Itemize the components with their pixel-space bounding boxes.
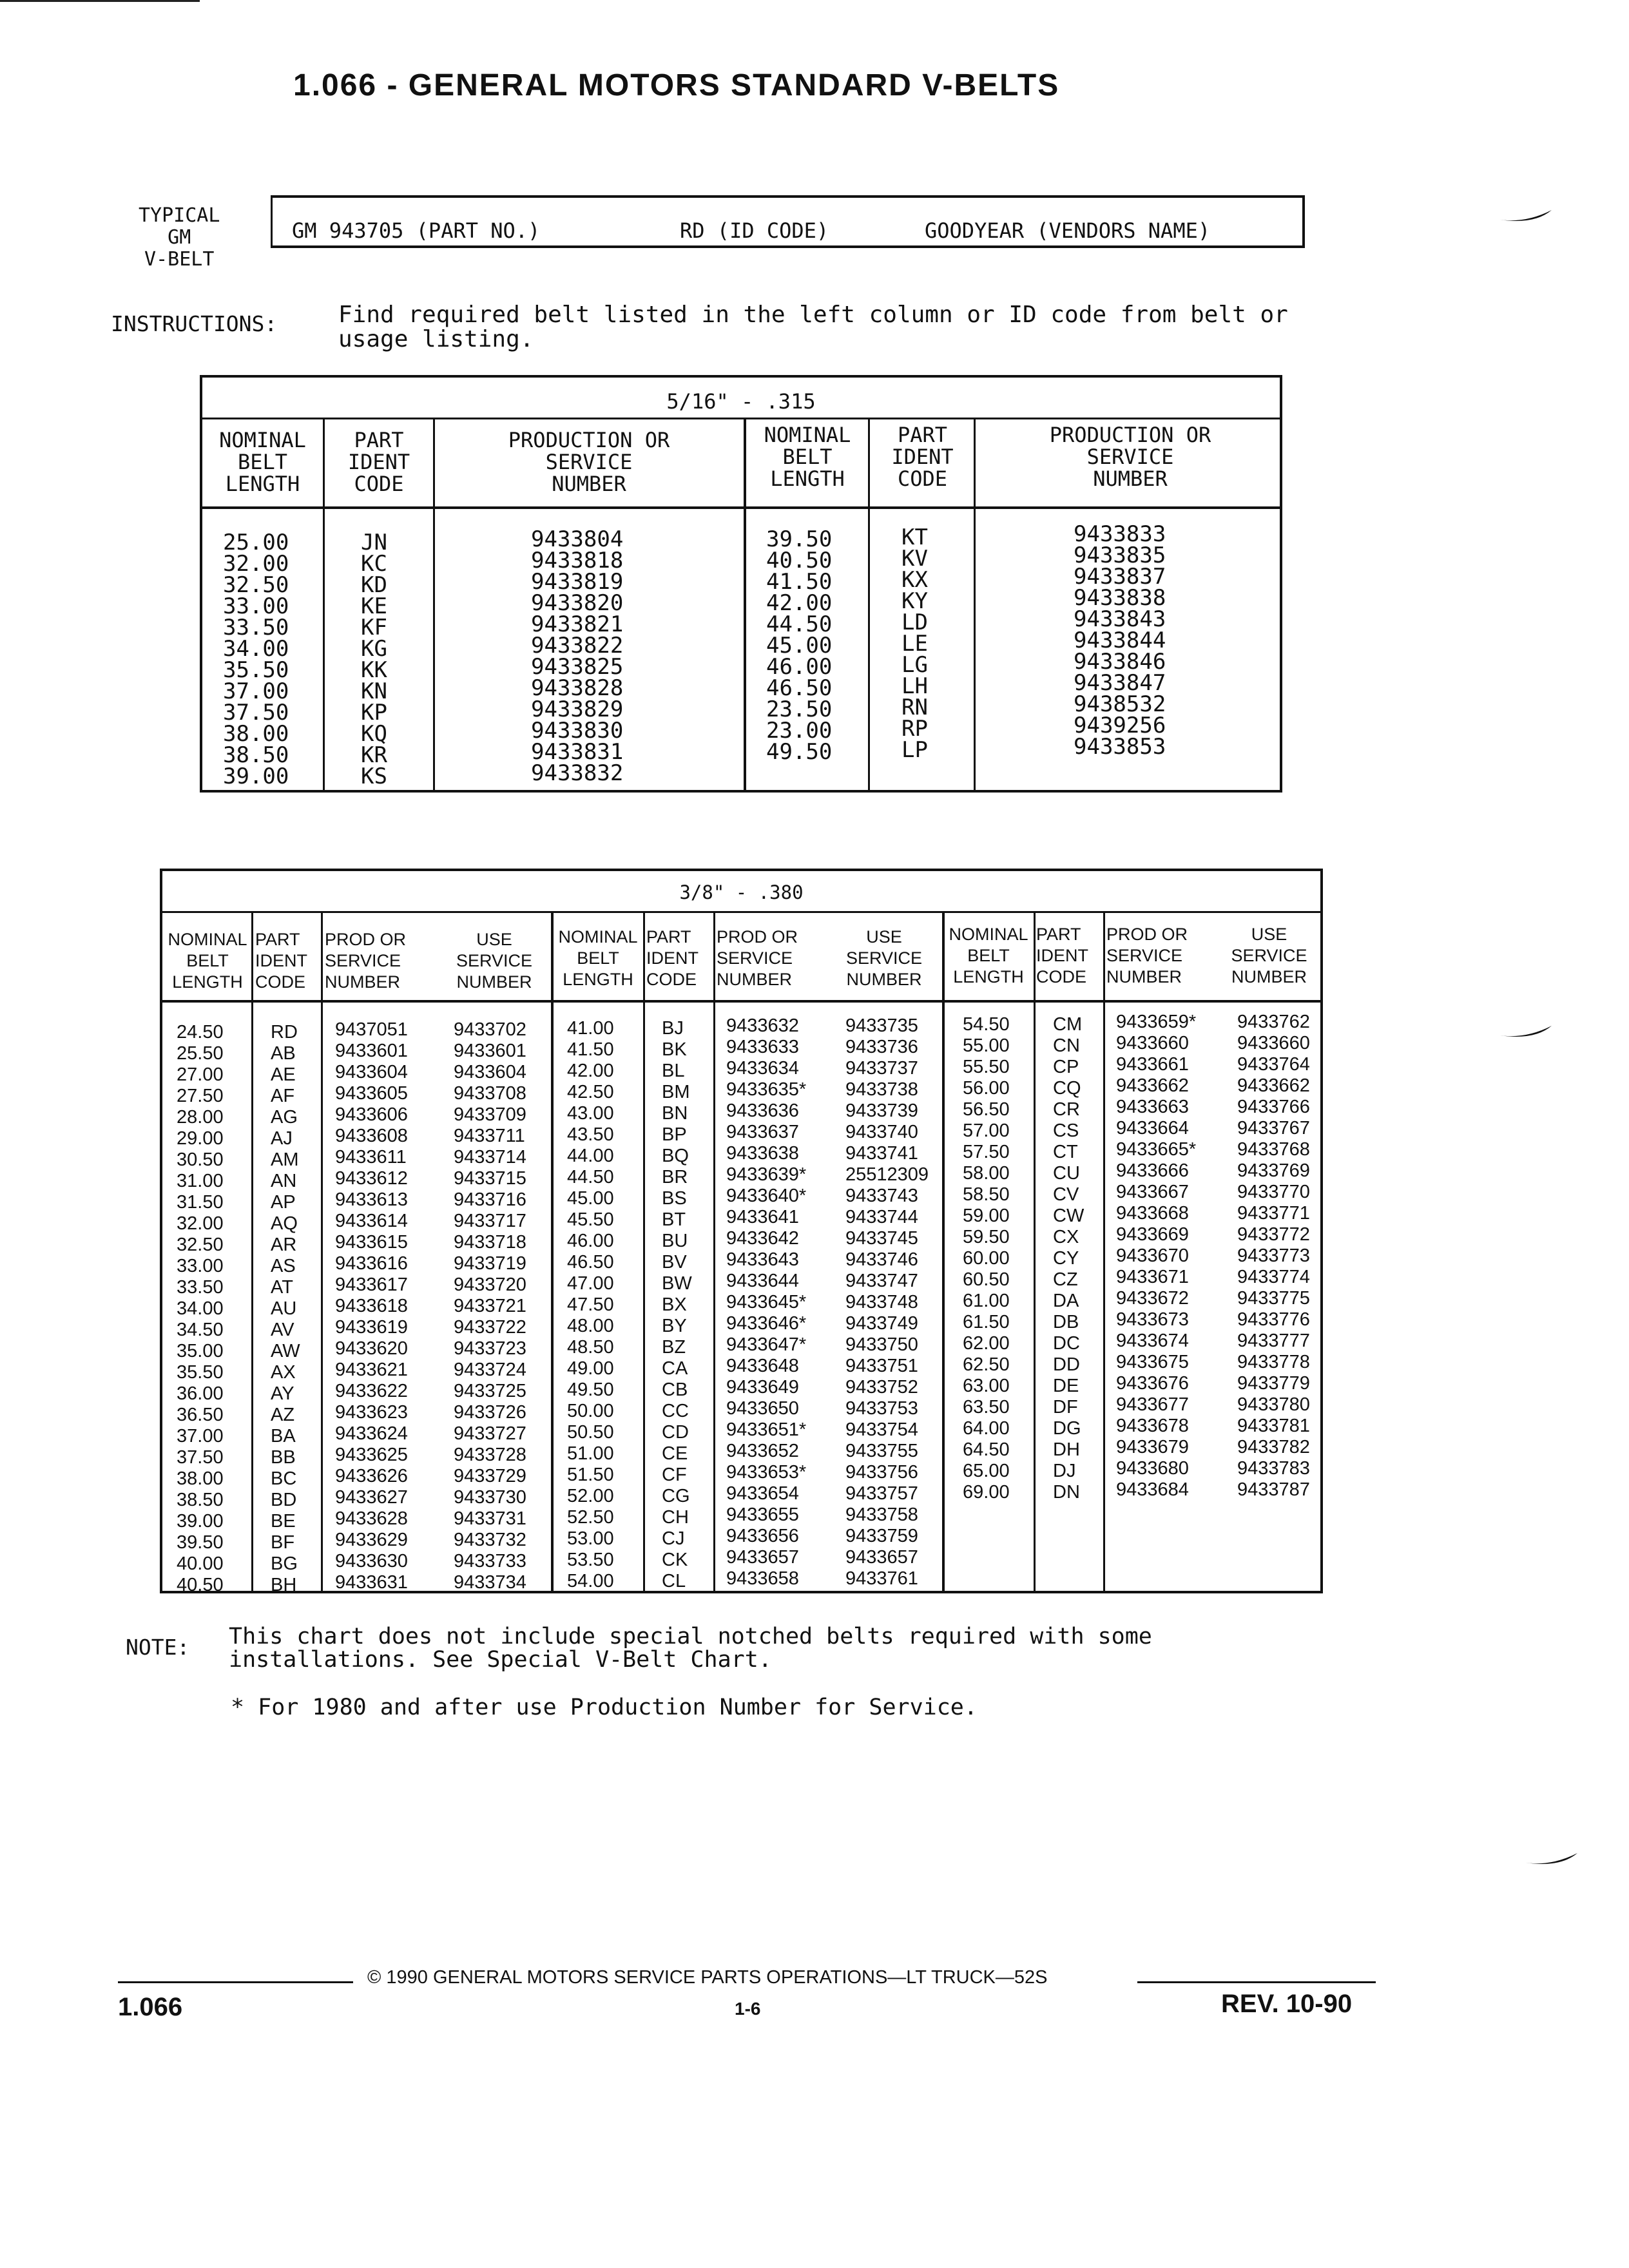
table-caption: 5/16" - .315: [666, 389, 816, 414]
column-rule: [323, 418, 325, 790]
table-rule: [162, 911, 1320, 913]
column-rule: [551, 911, 554, 1591]
asterisk-note: * For 1980 and after use Production Number for Service.: [231, 1695, 978, 1720]
header-prod-number: PROD OR SERVICE NUMBER: [717, 927, 798, 989]
number-column: 9433833 9433835 9433837 9433838 9433843 9433844 9433846 9433847 9438532 9439256 9433853: [1074, 521, 1166, 760]
column-rule: [942, 911, 945, 1591]
header-use-number: USE SERVICE NUMBER: [845, 927, 923, 989]
code-column: JN KC KD KE KF KG KK KN KP KQ KR KS: [361, 530, 387, 789]
use-number-column: 9433762 9433660 9433764 9433662 9433766 9433767 9433768 9433769 9433770 9433771 9433772 9433773 9433774 9433775 9433776 9433777 9433778 9433779 9433780 9433781 9433782 9433783 9433787: [1237, 1012, 1310, 1500]
column-rule: [643, 911, 645, 1591]
use-number-column: 9433735 9433736 9433737 9433738 9433739 9433740 9433741 25512309 9433743 9433744 9433745 9433746 9433747 9433748 9433749 9433750 9433751 9433752 9433753 9433754 9433755 9433756 9433757 9433758 9433759 9433657 9433761: [845, 1015, 929, 1589]
table-rule: [202, 418, 1280, 419]
column-rule: [1103, 911, 1105, 1591]
code-column: BJ BK BL BM BN BP BQ BR BS BT BU BV BW BX BY BZ CA CB CC CD CE CF CG CH CJ CK CL: [662, 1018, 692, 1591]
length-column: 41.00 41.50 42.00 42.50 43.00 43.50 44.00 44.50 45.00 45.50 46.00 46.50 47.00 47.50 48.00 48.50 49.00 49.50 50.00 50.50 51.00 51.50 52.00 52.50 53.00 53.50 54.00: [567, 1018, 614, 1591]
footer-copyright: © 1990 GENERAL MOTORS SERVICE PARTS OPERATIONS—LT TRUCK—52S: [367, 1967, 1048, 1988]
column-rule: [321, 911, 323, 1591]
table-caption: 3/8" - .380: [679, 881, 804, 903]
header-rule: [202, 506, 1280, 509]
typical-vendor-name: GOODYEAR (VENDORS NAME): [925, 218, 1211, 243]
column-rule: [868, 418, 870, 790]
use-number-column: 9433702 9433601 9433604 9433708 9433709 9433711 9433714 9433715 9433716 9433717 9433718 9433719 9433720 9433721 9433722 9433723 9433724 9433725 9433726 9433727 9433728 9433729 9433730 9433731 9433732 9433733 9433734: [454, 1019, 526, 1593]
header-part-code: PART IDENT CODE: [1036, 925, 1088, 986]
header-rule: [162, 1000, 1320, 1003]
binder-hole-mark: [1495, 207, 1553, 227]
binder-hole-mark: [1521, 1850, 1579, 1870]
header-part-code: PART IDENT CODE: [891, 423, 954, 491]
header-prod-number: PROD OR SERVICE NUMBER: [1106, 925, 1188, 986]
footer-section-number: 1.066: [118, 1993, 183, 2021]
prod-number-column: 9433632 9433633 9433634 9433635* 9433636 9433637 9433638 9433639* 9433640* 9433641 9433642 9433643 9433644 9433645* 9433646* 9433647* 9433648 9433649 9433650 9433651* 9433652 9433653* 9433654 9433655 9433656 9433657 9433658: [726, 1015, 807, 1589]
note-text: This chart does not include special notched belts required with some installations. See Special V-Belt Chart.: [229, 1624, 1152, 1673]
binder-hole-mark: [1495, 1023, 1553, 1043]
code-column: CM CN CP CQ CR CS CT CU CV CW CX CY CZ DA DB DC DD DE DF DG DH DJ DN: [1053, 1014, 1084, 1503]
column-rule: [744, 418, 746, 790]
footer-rule: [1137, 1981, 1376, 1983]
header-use-number: USE SERVICE NUMBER: [456, 930, 533, 992]
header-nominal-length: NOMINAL BELT LENGTH: [219, 428, 306, 496]
header-production-number: PRODUCTION OR SERVICE NUMBER: [508, 428, 670, 496]
code-column: RD AB AE AF AG AJ AM AN AP AQ AR AS AT AU AV AW AX AY AZ BA BB BC BD BE BF BG BH: [271, 1022, 300, 1595]
length-column: 39.50 40.50 41.50 42.00 44.50 45.00 46.00 46.50 23.50 23.00 49.50: [766, 526, 833, 765]
header-production-number: PRODUCTION OR SERVICE NUMBER: [1049, 423, 1211, 491]
column-rule: [974, 418, 976, 790]
typical-belt-label: TYPICAL GM V-BELT: [139, 204, 220, 271]
column-rule: [713, 911, 715, 1591]
instructions-text: Find required belt listed in the left column or ID code from belt or usage listing.: [338, 302, 1288, 352]
header-nominal-length: NOMINAL BELT LENGTH: [558, 927, 638, 989]
header-part-code: PART IDENT CODE: [255, 930, 307, 992]
header-use-number: USE SERVICE NUMBER: [1231, 925, 1307, 986]
footer-revision: REV. 10-90: [1221, 1990, 1353, 2018]
header-nominal-length: NOMINAL BELT LENGTH: [764, 423, 851, 491]
code-column: KT KV KX KY LD LE LG LH RN RP LP: [901, 524, 928, 763]
header-nominal-length: NOMINAL BELT LENGTH: [168, 930, 247, 992]
prod-number-column: 9433659* 9433660 9433661 9433662 9433663 9433664 9433665* 9433666 9433667 9433668 9433669 9433670 9433671 9433672 9433673 9433674 9433675 9433676 9433677 9433678 9433679 9433680 9433684: [1116, 1012, 1197, 1500]
column-rule: [251, 911, 253, 1591]
column-rule: [1034, 911, 1036, 1591]
top-edge-rule: [0, 0, 200, 2]
header-part-code: PART IDENT CODE: [646, 927, 699, 989]
table-5-16-belts: [200, 375, 1282, 793]
note-label: NOTE:: [126, 1635, 190, 1660]
length-column: 24.50 25.50 27.00 27.50 28.00 29.00 30.50 31.00 31.50 32.00 32.50 33.00 33.50 34.00 34.50 35.00 35.50 36.00 36.50 37.00 37.50 38.00 38.50 39.00 39.50 40.00 40.50: [177, 1022, 224, 1595]
number-column: 9433804 9433818 9433819 9433820 9433821 9433822 9433825 9433828 9433829 9433830 9433831 9433832: [531, 526, 624, 786]
footer-rule: [118, 1981, 353, 1983]
header-prod-number: PROD OR SERVICE NUMBER: [325, 930, 407, 992]
footer-page-number: 1-6: [735, 1999, 761, 2019]
prod-number-column: 9437051 9433601 9433604 9433605 9433606 9433608 9433611 9433612 9433613 9433614 9433615 9433616 9433617 9433618 9433619 9433620 9433621 9433622 9433623 9433624 9433625 9433626 9433627 9433628 9433629 9433630 9433631: [335, 1019, 408, 1593]
header-part-code: PART IDENT CODE: [347, 428, 410, 496]
length-column: 54.50 55.00 55.50 56.00 56.50 57.00 57.50 58.00 58.50 59.00 59.50 60.00 60.50 61.00 61.50 62.00 62.50 63.00 63.50 64.00 64.50 65.00 69.00: [963, 1014, 1010, 1503]
instructions-label: INSTRUCTIONS:: [111, 311, 278, 336]
page-title: 1.066 - GENERAL MOTORS STANDARD V-BELTS: [293, 68, 1060, 102]
typical-id-code: RD (ID CODE): [680, 218, 829, 243]
length-column: 25.00 32.00 32.50 33.00 33.50 34.00 35.50 37.00 37.50 38.00 38.50 39.00: [223, 530, 289, 789]
typical-part-number: GM 943705 (PART NO.): [292, 218, 541, 243]
column-rule: [433, 418, 435, 790]
typical-belt-example-box: [271, 195, 1305, 248]
header-nominal-length: NOMINAL BELT LENGTH: [949, 925, 1028, 986]
table-3-8-belts: [160, 869, 1323, 1593]
